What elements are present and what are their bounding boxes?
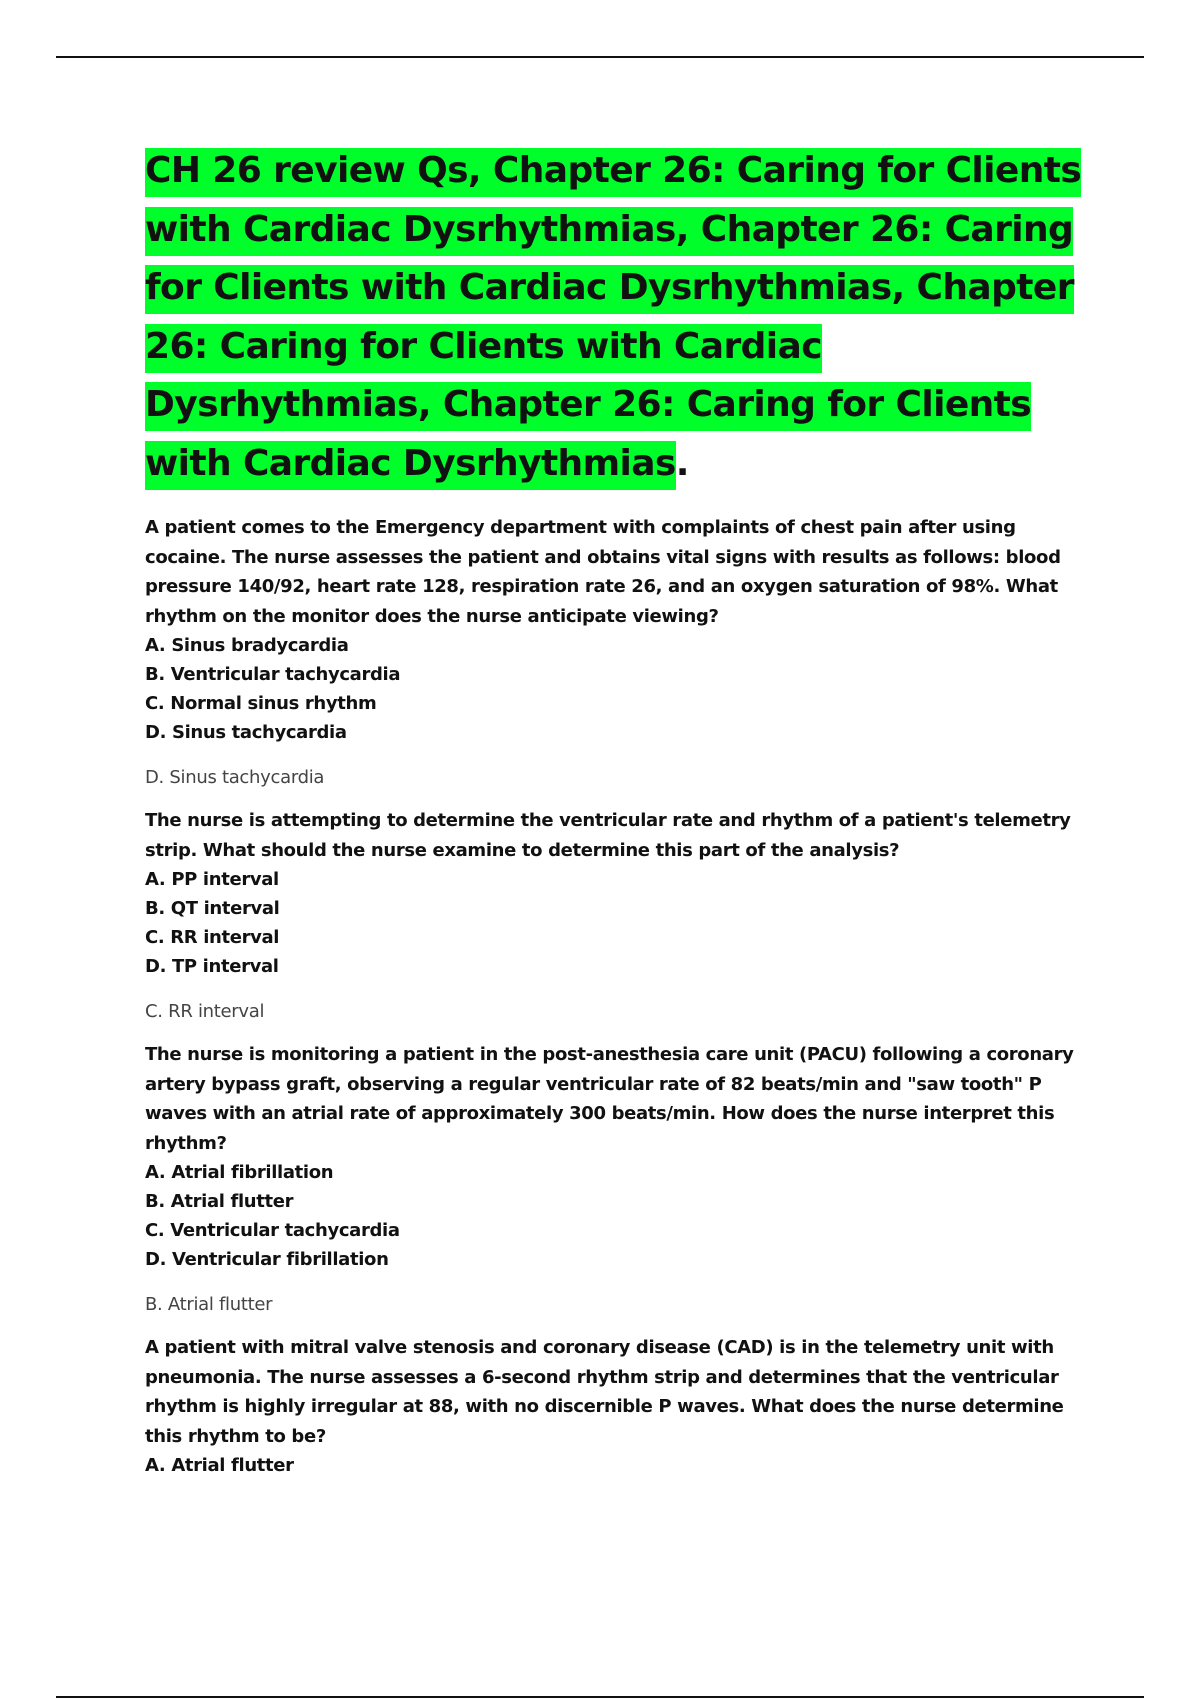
question-text: A patient with mitral valve stenosis and coronary disease (CAD) is in the telemetry unit with pneumonia. The nurse assesses a 6-second rhythm strip and determines that the ventricular rhythm is highly irregular at 88, with no discernible P waves. What does the nurse determine this rhythm to be?: [145, 1337, 1064, 1447]
question-block: [145, 513, 1090, 792]
question-text: A patient comes to the Emergency department with complaints of chest pain after using cocaine. The nurse assesses the patient and obtains vital signs with results as follows: blood pressure 140/92, heart rate 128, respiration rate 26, and an oxygen saturation of 98%. What rhythm on the monitor does the nurse anticipate viewing?: [145, 517, 1061, 627]
option-b: B. Ventricular tachycardia: [145, 664, 401, 685]
question-block: [145, 1040, 1090, 1319]
answer-text: B. Atrial flutter: [145, 1294, 273, 1315]
document-title: [145, 142, 1090, 493]
footer-divider: [56, 1696, 1144, 1698]
question-text: The nurse is monitoring a patient in the post-anesthesia care unit (PACU) following a coronary artery bypass graft, observing a regular ventricular rate of 82 beats/min and "saw tooth" P waves with an atrial rate of approximately 300 beats/min. How does the nurse interpret this rhythm?: [145, 1044, 1074, 1154]
answer-text: C. RR interval: [145, 1001, 265, 1022]
option-c: C. Normal sinus rhythm: [145, 693, 377, 714]
question-text: The nurse is attempting to determine the ventricular rate and rhythm of a patient's telemetry strip. What should the nurse examine to determine this part of the analysis?: [145, 810, 1071, 861]
option-list: [145, 1451, 1090, 1480]
option-a: A. Sinus bradycardia: [145, 635, 349, 656]
option-b: B. QT interval: [145, 898, 280, 919]
option-c: C. Ventricular tachycardia: [145, 1220, 400, 1241]
answer-text: D. Sinus tachycardia: [145, 767, 325, 788]
option-list: [145, 865, 1090, 981]
option-list: [145, 631, 1090, 747]
header-divider: [56, 56, 1144, 58]
title-highlight: CH 26 review Qs, Chapter 26: Caring for Clients with Cardiac Dysrhythmias, Chapter 26: Caring for Clients with Cardiac Dysrhythmias, Chapter 26: Caring for Clients with Cardiac Dysrhythmias, Chapter 26: Caring for Clients with Cardiac Dysrhythmias: [145, 148, 1081, 490]
option-a: A. Atrial flutter: [145, 1455, 294, 1476]
option-d: D. Ventricular fibrillation: [145, 1249, 389, 1270]
option-list: [145, 1158, 1090, 1274]
option-d: D. TP interval: [145, 956, 279, 977]
question-block: [145, 806, 1090, 1026]
option-b: B. Atrial flutter: [145, 1191, 294, 1212]
option-a: A. Atrial fibrillation: [145, 1162, 334, 1183]
option-c: C. RR interval: [145, 927, 280, 948]
question-list: [145, 513, 1090, 1480]
option-a: A. PP interval: [145, 869, 279, 890]
document-body: [145, 142, 1090, 1480]
option-d: D. Sinus tachycardia: [145, 722, 347, 743]
title-period: .: [675, 442, 689, 484]
question-block: [145, 1333, 1090, 1480]
